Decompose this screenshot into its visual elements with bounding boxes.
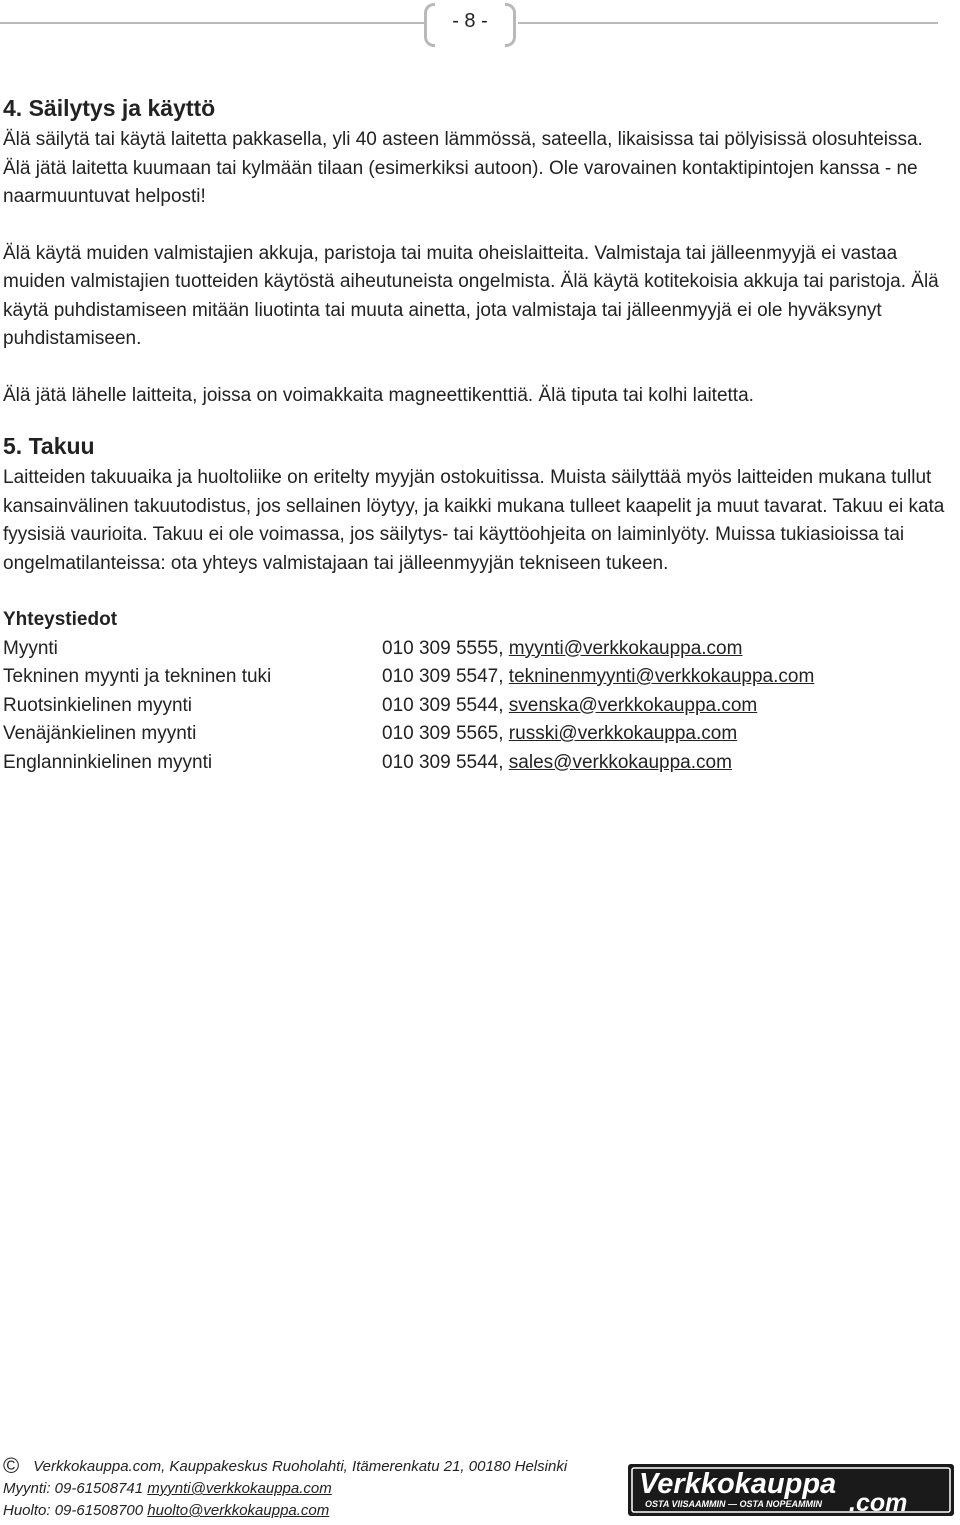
logo-domain: .com — [849, 1489, 908, 1517]
contact-label: Tekninen myynti ja tekninen tuki — [3, 666, 272, 687]
contact-label: Venäjänkielinen myynti — [3, 723, 197, 744]
contact-info — [3, 606, 953, 777]
footer-service-email-link[interactable]: huolto@verkkokauppa.com — [147, 1502, 330, 1519]
footer-text — [3, 1455, 567, 1522]
contact-phone: 010 309 5544, — [382, 694, 509, 716]
contact-email-link[interactable]: russki@verkkokauppa.com — [508, 723, 738, 744]
contact-label: Englanninkielinen myynti — [3, 751, 213, 773]
contact-phone: 010 309 5547, — [382, 666, 509, 687]
contact-value — [382, 635, 742, 664]
section-4-title: 4. Säilytys ja käyttö — [3, 95, 216, 121]
contact-row — [3, 663, 953, 692]
contact-email-link[interactable]: svenska@verkkokauppa.com — [508, 694, 758, 716]
footer-address-line — [3, 1455, 567, 1478]
section-4-paragraph-3: Älä jätä lähelle laitteita, joissa on voimakkaita magneettikenttiä. Älä tiputa tai kolhi laitetta. — [3, 384, 754, 406]
section-5-paragraph: Laitteiden takuuaika ja huoltoliike on eritelty myyjän ostokuitissa. Muista säilyttää myös laitteiden mukana tullut kansainvälinen takuutodistus, jos sellainen löytyy, ja kaikki mukana tulleet kaapelit ja muut tavarat. Takuu ei kata fyysisiä vaurioita. Takuu ei ole voimassa, jos säilytys- tai käyttöohjeita on laiminlyöty. Muissa tukiasioissa tai ongelmatilanteissa: ota yhteys valmistajaan tai jälleenmyyjän tekniseen tukeen. — [3, 467, 945, 574]
footer-address: Verkkokauppa.com, Kauppakeskus Ruoholahti, Itämerenkatu 21, 00180 Helsinki — [33, 1458, 568, 1475]
contact-phone: 010 309 5565, — [382, 723, 509, 744]
copyright-icon: © — [3, 1453, 20, 1478]
contact-label: Ruotsinkielinen myynti — [3, 694, 193, 716]
contact-email-link[interactable]: tekninenmyynti@verkkokauppa.com — [508, 666, 815, 687]
footer-service-phone: Huolto: 09-61508700 — [3, 1502, 148, 1519]
logo-wordmark: Verkkokauppa — [639, 1468, 837, 1500]
contact-value — [382, 663, 814, 692]
document-body — [3, 90, 953, 777]
header-rule-right — [518, 22, 938, 24]
page-number: - 8 - — [452, 10, 488, 32]
contact-value — [382, 720, 737, 749]
contact-row — [3, 749, 953, 778]
footer-service-line — [3, 1500, 567, 1522]
section-5-title: 5. Takuu — [3, 433, 95, 459]
contact-phone: 010 309 5555, — [382, 637, 509, 659]
page-header — [0, 0, 960, 48]
header-bracket-right — [505, 3, 516, 47]
contact-email-link[interactable]: myynti@verkkokauppa.com — [508, 637, 743, 659]
logo-slogan: OSTA VIISAAMMIN — OSTA NOPEAMMIN — [645, 1499, 822, 1509]
footer-sales-line — [3, 1478, 567, 1500]
header-bracket-left — [424, 3, 435, 47]
contact-row — [3, 720, 953, 749]
header-rule-left — [0, 22, 424, 24]
contact-value — [382, 749, 732, 778]
contact-label: Myynti — [3, 637, 58, 659]
contact-title: Yhteystiedot — [3, 609, 118, 630]
contact-row — [3, 692, 953, 721]
page-footer — [0, 1455, 960, 1525]
footer-sales-email-link[interactable]: myynti@verkkokauppa.com — [147, 1480, 332, 1497]
contact-email-link[interactable]: sales@verkkokauppa.com — [508, 751, 732, 773]
contact-phone: 010 309 5544, — [382, 751, 509, 773]
section-4-paragraph-1: Älä säilytä tai käytä laitetta pakkasella, yli 40 asteen lämmössä, sateella, likaisissa tai pölyisissä olosuhteissa. Älä jätä laitetta kuumaan tai kylmään tilaan (esimerkiksi autoon). Ole varovainen kontaktipintojen kanssa - ne naarmuuntuvat helposti! — [3, 129, 923, 207]
contact-row — [3, 635, 953, 664]
contact-value — [382, 692, 757, 721]
verkkokauppa-logo — [627, 1463, 955, 1517]
footer-sales-phone: Myynti: 09-61508741 — [3, 1480, 148, 1497]
section-4-paragraph-2: Älä käytä muiden valmistajien akkuja, paristoja tai muita oheislaitteita. Valmistaja tai jälleenmyyjä ei vastaa muiden valmistajien tuotteiden käytöstä aiheutuneista ongelmista. Älä käytä kotitekoisia akkuja tai paristoja. Älä käytä puhdistamiseen mitään liuotinta tai muuta ainetta, jota valmistaja tai jälleenmyyjä ei ole hyväksynyt puhdistamiseen. — [3, 242, 939, 349]
